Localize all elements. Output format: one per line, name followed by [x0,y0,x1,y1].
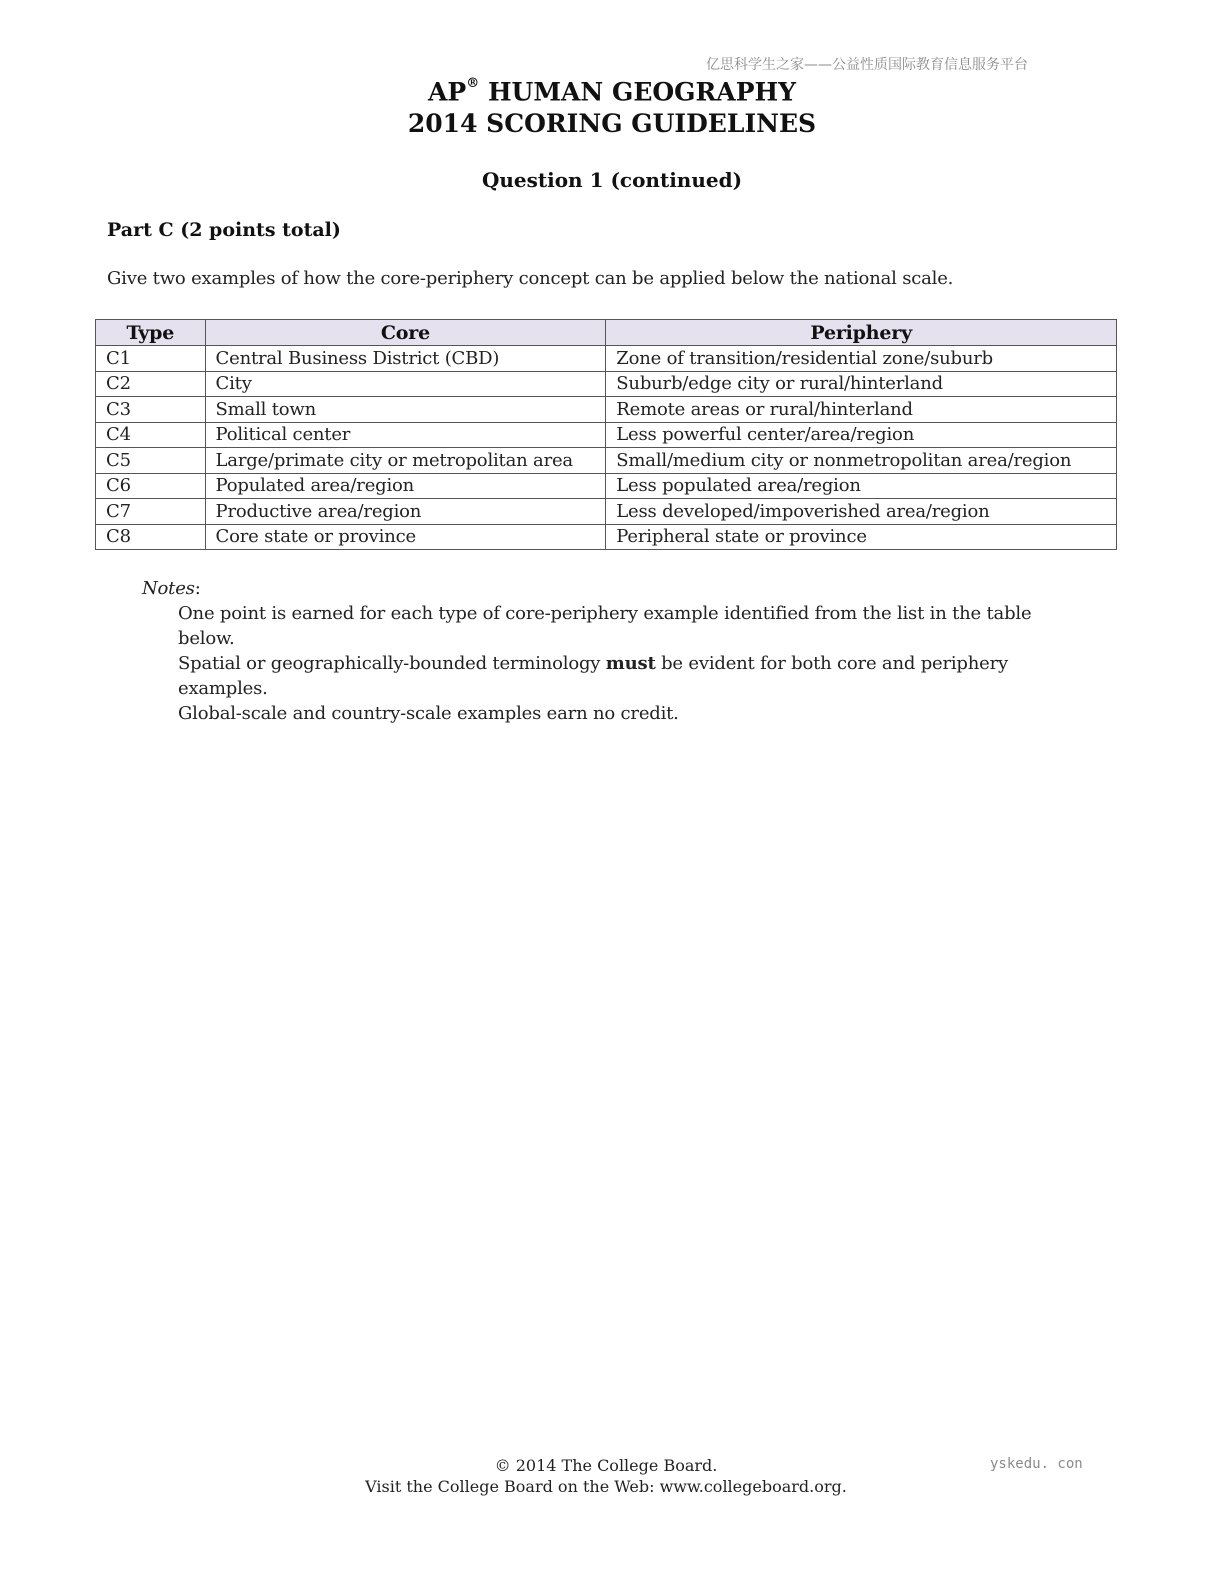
header-subject: HUMAN GEOGRAPHY [479,77,796,107]
table-header-row [96,320,1117,346]
core-cell: Small town [205,397,606,423]
watermark-top: 亿思科学生之家——公益性质国际教育信息服务平台 [706,57,1028,73]
core-cell: Central Business District (CBD) [205,346,606,372]
note-item-2-text-before: Spatial or geographically-bounded terminology [178,653,606,674]
periphery-cell: Suburb/edge city or rural/hinterland [606,371,1117,397]
core-cell: Populated area/region [205,473,606,499]
note-item-3: Global-scale and country-scale examples earn no credit. [178,703,679,724]
periphery-cell: Less populated area/region [606,473,1117,499]
type-cell: C3 [96,397,206,423]
type-cell: C4 [96,422,206,448]
periphery-cell: Less developed/impoverished area/region [606,499,1117,525]
column-header-type: Type [96,320,206,346]
periphery-cell: Peripheral state or province [606,524,1117,550]
notes-label: Notes [142,578,195,599]
core-cell: Productive area/region [205,499,606,525]
core-cell: Political center [205,422,606,448]
table-row [96,346,1117,372]
table-row [96,499,1117,525]
watermark-bottom: yskedu. con [990,1456,1083,1472]
registered-mark: ® [466,76,480,91]
core-cell: Core state or province [205,524,606,550]
part-heading: Part C (2 points total) [107,219,341,241]
header-ap: AP [428,77,467,107]
table-row [96,448,1117,474]
note-item-2-text-after: be evident for both core and periphery examples. [178,653,1008,699]
type-cell: C1 [96,346,206,372]
table-row [96,371,1117,397]
notes-label-line [142,576,1082,601]
periphery-cell: Small/medium city or nonmetropolitan area/region [606,448,1117,474]
scoring-table [95,319,1117,550]
periphery-cell: Less powerful center/area/region [606,422,1117,448]
header-line-2: 2014 SCORING GUIDELINES [407,109,817,139]
type-cell: C2 [96,371,206,397]
table-row [96,422,1117,448]
periphery-cell: Zone of transition/residential zone/suburb [606,346,1117,372]
type-cell: C6 [96,473,206,499]
note-item-1: One point is earned for each type of core-periphery example identified from the list in the table below. [178,603,1032,649]
footer-website: Visit the College Board on the Web: www.collegeboard.org. [365,1477,847,1496]
column-header-periphery: Periphery [606,320,1117,346]
footer-copyright: © 2014 The College Board. [494,1456,718,1475]
question-title: Question 1 (continued) [481,168,743,192]
core-cell: City [205,371,606,397]
table-row [96,524,1117,550]
column-header-core: Core [205,320,606,346]
type-cell: C5 [96,448,206,474]
header-line-1 [0,72,1224,108]
table-row [96,397,1117,423]
note-item-2 [178,651,1082,701]
note-item-2-emphasis: must [605,653,656,674]
notes-colon: : [194,578,201,599]
core-cell: Large/primate city or metropolitan area [205,448,606,474]
notes-section [142,576,1082,726]
table-row [96,473,1117,499]
document-header [0,72,1224,140]
part-prompt: Give two examples of how the core-periphery concept can be applied below the national scale. [107,268,954,289]
type-cell: C8 [96,524,206,550]
periphery-cell: Remote areas or rural/hinterland [606,397,1117,423]
type-cell: C7 [96,499,206,525]
